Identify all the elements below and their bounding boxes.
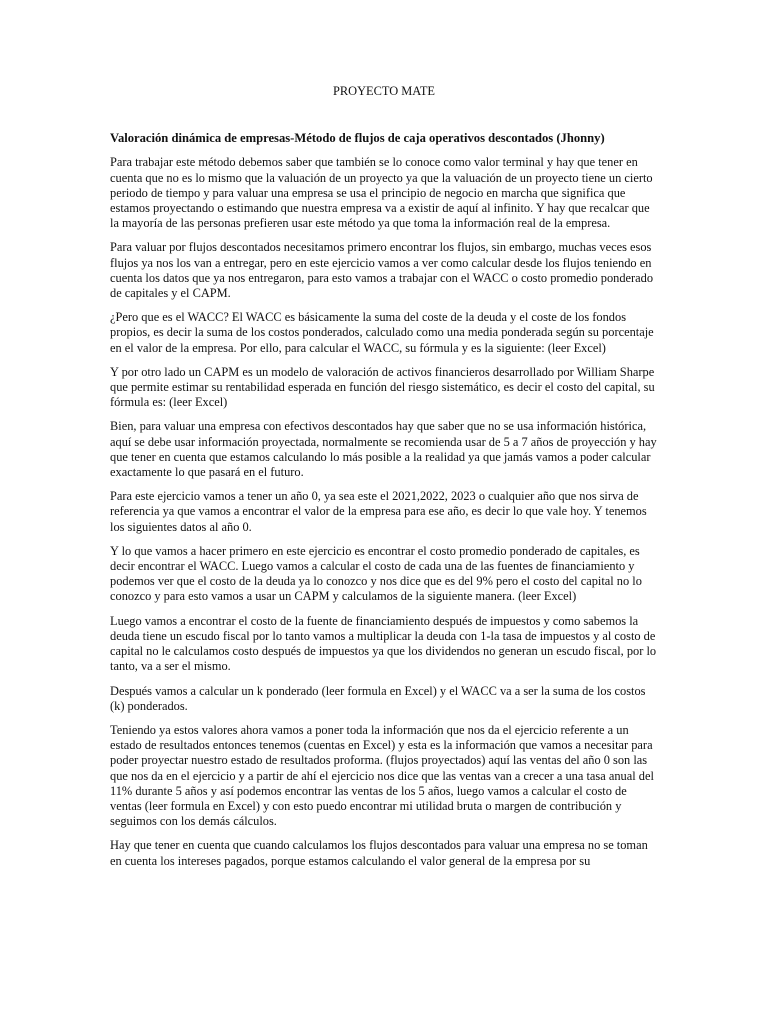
paragraph-9: Después vamos a calcular un k ponderado (leer formula en Excel) y el WACC va a ser la suma de los costos (k) ponderados.: [110, 683, 646, 713]
document-body: [110, 84, 658, 878]
paragraph-3: ¿Pero que es el WACC? El WACC es básicamente la suma del coste de la deuda y el coste de los fondos propios, es decir la suma de los costos ponderados, calculado como una media ponderada según su porcentaje en el valor de la empresa. Por ello, para calcular el WACC, su fórmula y es la siguiente: (leer Excel): [110, 310, 654, 355]
paragraph-5: Bien, para valuar una empresa con efectivos descontados hay que saber que no se usa información histórica, aquí se debe usar información proyectada, normalmente se recomienda usar de 5 a 7 años de proyección y hay que tener en cuenta que estamos calculando lo más posible a la realidad ya que jamás vamos a poder calcular exactamente lo que pasará en el futuro.: [110, 419, 657, 480]
paragraph-1: Para trabajar este método debemos saber que también se lo conoce como valor terminal y hay que tener en cuenta que no es lo mismo que la valuación de un proyecto ya que la valuación de un proyecto tiene un cierto periodo de tiempo y para valuar una empresa se usa el principio de negocio en marcha que significa que estamos proyectando o estimando que nuestra empresa va a existir de aquí al infinito. Y hay que recalcar que la mayoría de las personas prefieren usar este método ya que toma la información real de la empresa.: [110, 155, 653, 231]
paragraph-6: Para este ejercicio vamos a tener un año 0, ya sea este el 2021,2022, 2023 o cualquier año que nos sirva de referencia ya que vamos a encontrar el valor de la empresa para ese año, es decir lo que vale hoy. Y tenemos los siguientes datos al año 0.: [110, 489, 647, 534]
paragraph-11: Hay que tener en cuenta que cuando calculamos los flujos descontados para valuar una empresa no se toman en cuenta los intereses pagados, porque estamos calculando el valor general de la empresa por su: [110, 838, 648, 868]
section-heading: Valoración dinámica de empresas-Método de flujos de caja operativos descontados (Jhonny): [110, 131, 605, 146]
paragraph-2: Para valuar por flujos descontados necesitamos primero encontrar los flujos, sin embargo, muchas veces esos flujos ya nos los van a entregar, pero en este ejercicio vamos a ver como calcular desde los flujos teniendo en cuenta los datos que ya nos entregaron, para esto vamos a trabajar con el WACC o costo promedio ponderado de capitales y el CAPM.: [110, 240, 654, 301]
document-title: PROYECTO MATE: [332, 84, 435, 98]
paragraph-4: Y por otro lado un CAPM es un modelo de valoración de activos financieros desarrollado por William Sharpe que permite estimar su rentabilidad esperada en función del riesgo sistemático, es decir el costo del capital, su fórmula es: (leer Excel): [110, 364, 655, 410]
paragraph-7: Y lo que vamos a hacer primero en este ejercicio es encontrar el costo promedio ponderado de capitales, es decir encontrar el WACC. Luego vamos a calcular el costo de cada una de las fuentes de financiamiento y podemos ver que el costo de la deuda ya lo conozco y nos dice que es del 9% pero el costo del capital no lo conozco y para esto vamos a usar un CAPM y calculamos de la siguiente manera. (leer Excel): [110, 543, 642, 604]
paragraph-10: Teniendo ya estos valores ahora vamos a poner toda la información que nos da el ejercicio referente a un estado de resultados entonces tenemos (cuentas en Excel) y esta es la información que vamos a necesitar para poder proyectar nuestro estado de resultados proforma. (flujos proyectados) aquí las ventas del año 0 son las que nos da en el ejercicio y a partir de ahí el ejercicio nos dice que las ventas van a crecer a una tasa anual del 11% durante 5 años y así podemos encontrar las ventas de los 5 años, luego vamos a calcular el costo de ventas (leer formula en Excel) y con esto puedo encontrar mi utilidad bruta o margen de contribución y seguimos con los demás cálculos.: [110, 722, 654, 829]
paragraph-8: Luego vamos a encontrar el costo de la fuente de financiamiento después de impuestos y como sabemos la deuda tiene un escudo fiscal por lo tanto vamos a multiplicar la deuda con 1-la tasa de impuestos y al costo de capital no le calculamos costo después de impuestos ya que los dividendos no generan un escudo fiscal, por lo tanto, va a ser el mismo.: [110, 613, 657, 674]
